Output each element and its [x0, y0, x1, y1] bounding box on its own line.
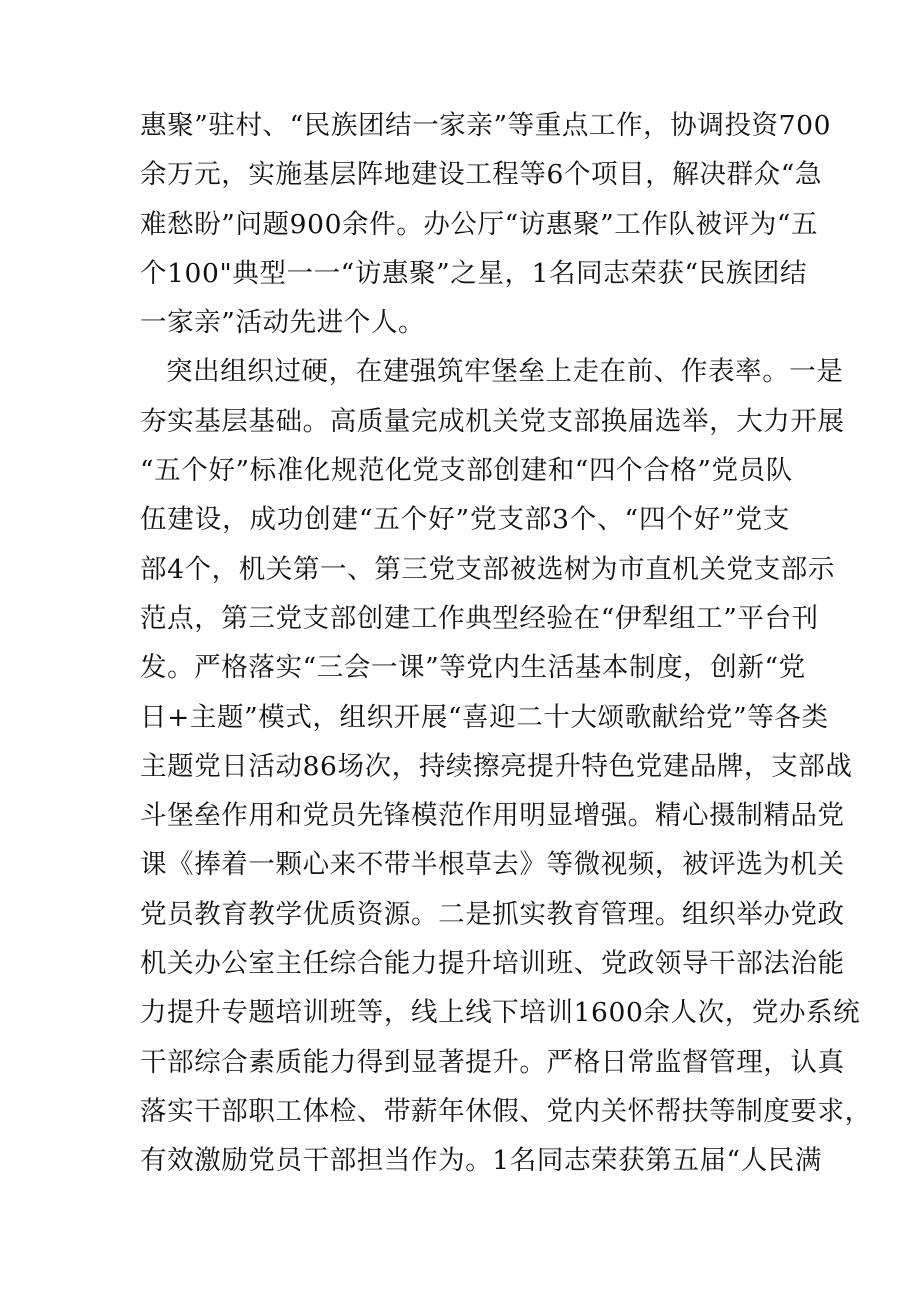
- text-line: 力提升专题培训班等，线上线下培训1600余人次，党办系统: [140, 997, 861, 1029]
- text-line: 党员教育教学优质资源。二是抓实教育管理。组织举办党政: [140, 898, 845, 930]
- text-line: 课《捧着一颗心来不带半根草去》等微视频，被评选为机关: [140, 849, 845, 881]
- text-line: 干部综合素质能力得到显著提升。严格日常监督管理，认真: [140, 1046, 845, 1078]
- text-line: 突出组织过硬，在建强筑牢堡垒上走在前、作表率。一是: [166, 356, 844, 388]
- text-line: 机关办公室主任综合能力提升培训班、党政领导干部法治能: [140, 948, 845, 980]
- text-line: 个100"典型一一“访惠聚”之星，1名同志荣获“民族团结: [140, 257, 808, 289]
- paragraph-2: [140, 347, 872, 1185]
- text-line: 斗堡垒作用和党员先锋模范作用明显增强。精心摄制精品党: [140, 800, 845, 832]
- text-line: 日+主题”模式，组织开展“喜迎二十大颂歌献给党”等各类: [140, 701, 829, 733]
- text-line: 落实干部职工体检、带薪年休假、党内关怀帮扶等制度要求，: [140, 1095, 872, 1127]
- text-line: 部4个，机关第一、第三党支部被选树为市直机关党支部示: [140, 553, 835, 585]
- text-line: 余万元，实施基层阵地建设工程等6个项目，解决群众“急: [140, 159, 823, 191]
- document-body: [140, 101, 872, 1186]
- text-line: 范点，第三党支部创建工作典型经验在“伊犁组工”平台刊: [140, 602, 819, 634]
- text-line: 惠聚”驻村、“民族团结一家亲”等重点工作，协调投资700: [140, 110, 832, 141]
- text-line: 伍建设，成功创建“五个好”党支部3个、“四个好”党支: [140, 504, 790, 536]
- text-line: 夯实基层基础。高质量完成机关党支部换届选举，大力开展: [140, 405, 845, 437]
- text-line: 发。严格落实“三会一课”等党内生活基本制度，创新“党: [140, 652, 806, 684]
- text-line: 难愁盼”问题900余件。办公厅“访惠聚”工作队被评为“五: [140, 208, 819, 240]
- paragraph-1: [140, 101, 832, 347]
- text-line: 主题党日活动86场次，持续擦亮提升特色党建品牌，支部战: [140, 750, 853, 782]
- text-line: 有效激励党员干部担当作为。1名同志荣获第五届“人民满: [140, 1145, 823, 1177]
- text-line: “五个好”标准化规范化党支部创建和“四个合格”党员队: [140, 455, 793, 487]
- text-line: 一家亲”活动先进个人。: [140, 307, 426, 339]
